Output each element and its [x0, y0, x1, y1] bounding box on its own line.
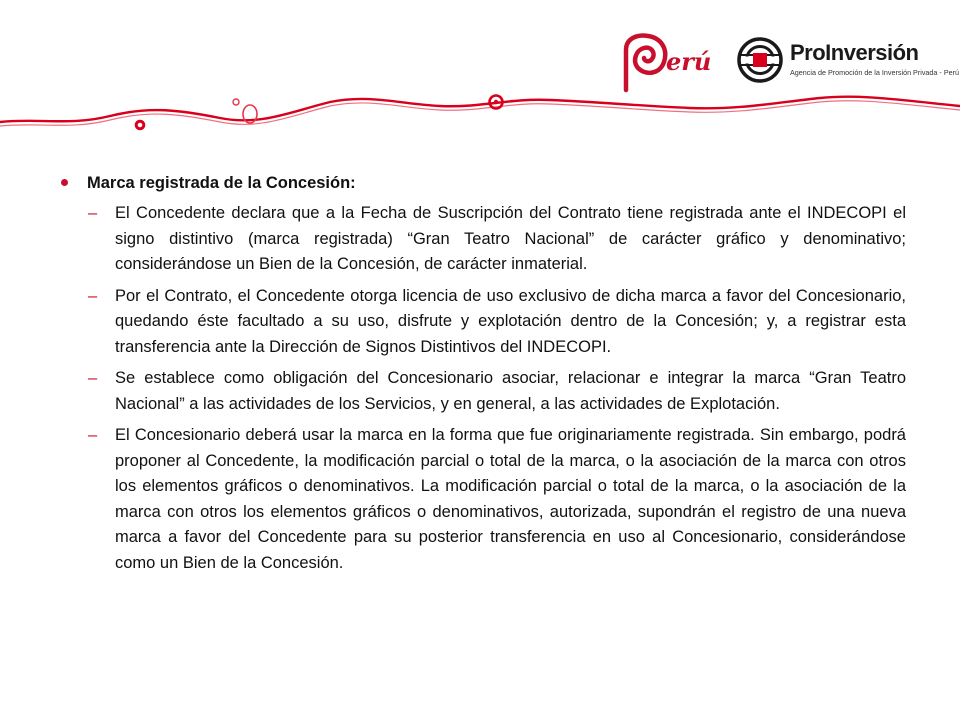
- list-item: [60, 284, 906, 361]
- clause-list: [60, 201, 906, 576]
- section-title: Marca registrada de la Concesión:: [87, 174, 356, 192]
- dash-bullet-icon: –: [88, 369, 98, 387]
- dash-bullet-icon: –: [88, 426, 98, 444]
- marca-peru-lettering: erú: [666, 47, 712, 76]
- proinversion-emblem-icon: [736, 36, 784, 84]
- proinversion-name: ProInversión: [790, 40, 919, 65]
- dash-bullet-icon: –: [88, 204, 98, 222]
- list-item: [60, 366, 906, 417]
- bullet-dot-icon: [61, 179, 68, 186]
- list-item: [60, 201, 906, 278]
- clause-text: Por el Contrato, el Concedente otorga licencia de uso exclusivo de dicha marca a favor del Concesionario, quedando éste facultado a su uso, disfrute y explotación dentro de la Concesión; y, a registrar esta transferencia ante la Dirección de Signos Distintivos del INDECOPI.: [115, 286, 906, 356]
- section-heading: [60, 170, 906, 198]
- clause-text: El Concesionario deberá usar la marca en la forma que fue originariamente registrada. Sin embargo, podrá proponer al Concedente, la modificación parcial o total de la marca, o la asociación de la marca con otros los elementos gráficos o denominativos. La modificación parcial o total de la marca, o la asociación de la marca con otros los elementos gráficos o denominativos, autorizada, supondrán el registro de una nueva marca a favor del Concedente para su posterior transferencia en uso al Concesionario, considerándose como un Bien de la Concesión.: [115, 426, 906, 572]
- proinversion-tagline: Agencia de Promoción de la Inversión Privada - Perú: [790, 68, 959, 77]
- marca-peru-logo: [612, 28, 722, 100]
- clause-text: Se establece como obligación del Concesionario asociar, relacionar e integrar la marca “Gran Teatro Nacional” a las actividades de los Servicios, y en general, a las actividades de Explotación.: [115, 369, 906, 413]
- proinversion-logo: [736, 36, 958, 84]
- list-item: [60, 423, 906, 576]
- dash-bullet-icon: –: [88, 286, 98, 305]
- content-body: [60, 170, 906, 576]
- clause-text: El Concedente declara que a la Fecha de Suscripción del Contrato tiene registrada ante el INDECOPI el signo distintivo (marca registrada) “Gran Teatro Nacional” de carácter gráfico y denominativo; considerándose un Bien de la Concesión, de carácter inmaterial.: [115, 204, 906, 273]
